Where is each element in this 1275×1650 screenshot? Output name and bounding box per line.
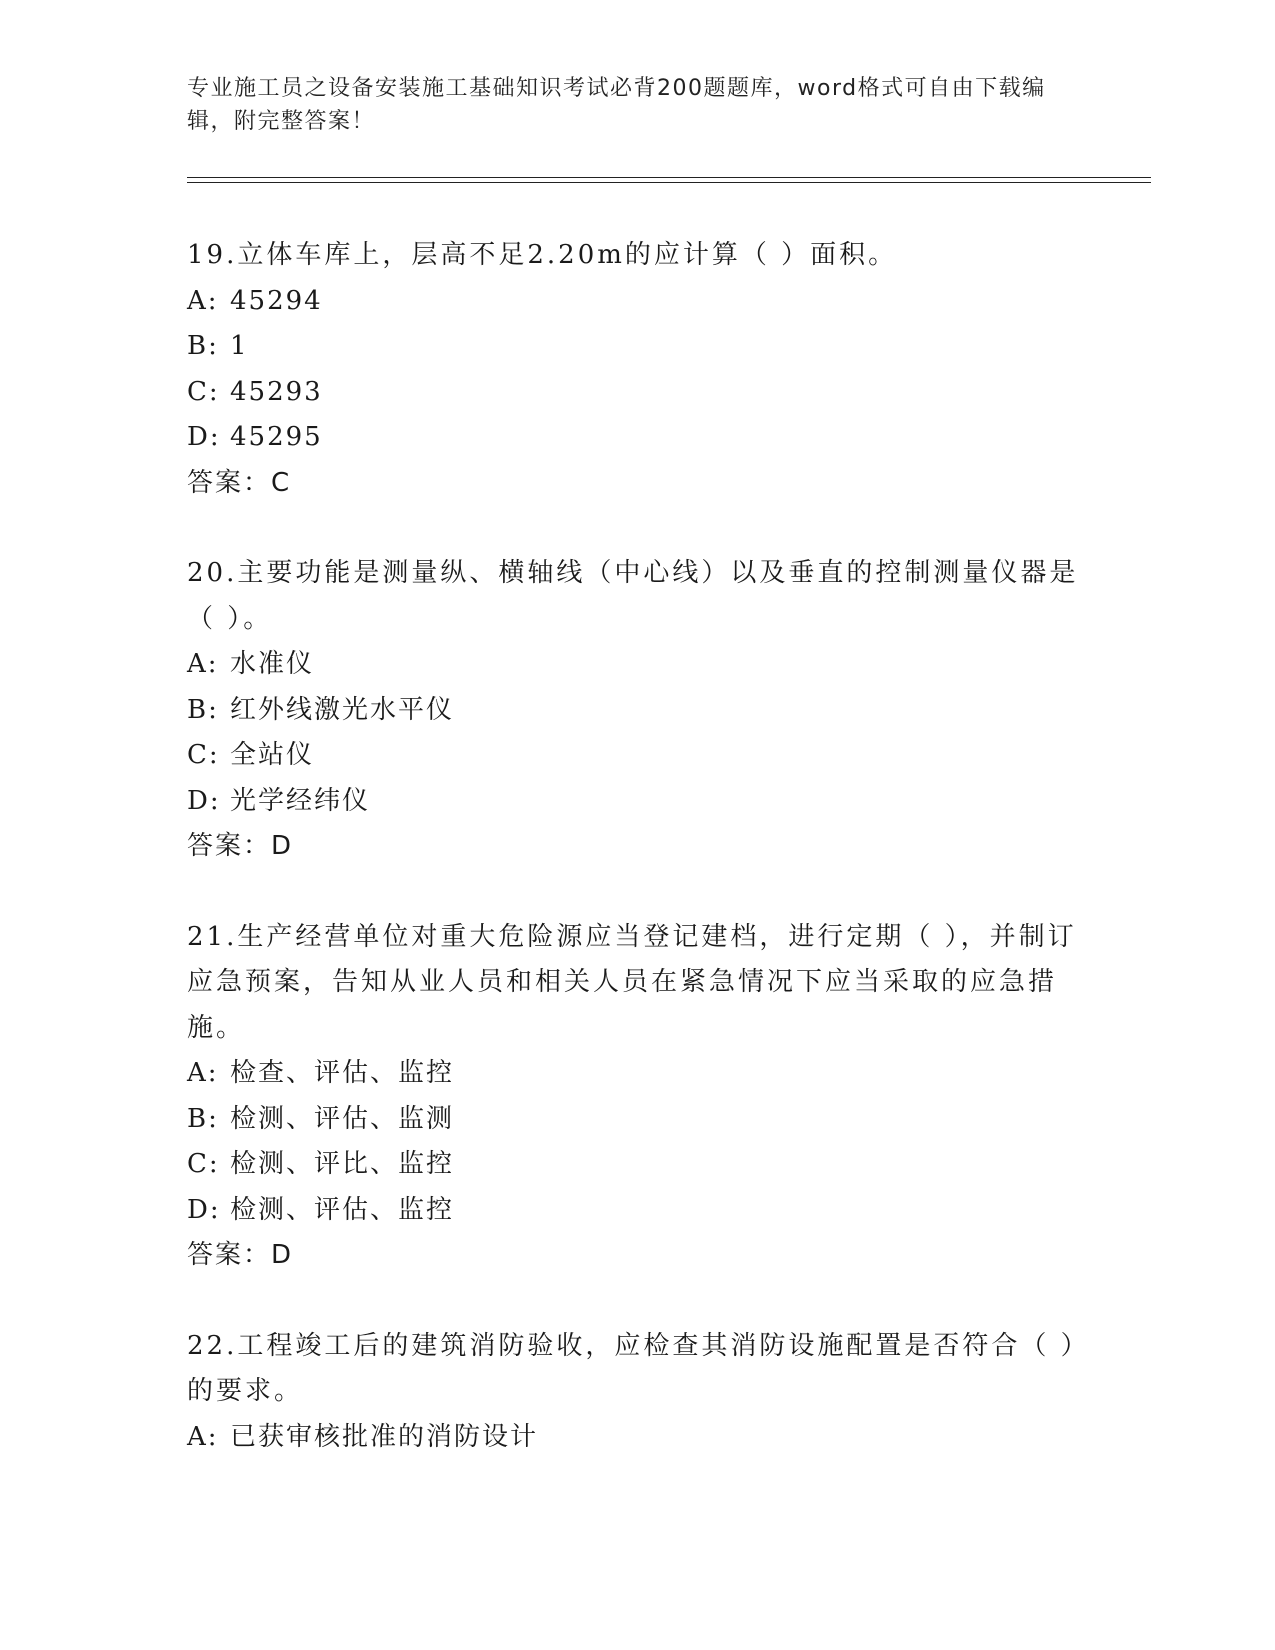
question-19 [187,233,1087,506]
option-text: 红外线激光水平仪 [230,694,455,725]
option-letter: D: [187,1194,221,1225]
option-text: 光学经纬仪 [230,785,371,816]
question-20 [187,551,1087,870]
header-rule-bottom [187,182,1151,183]
option-letter: A: [187,649,219,679]
option-d [187,415,1087,461]
option-b [187,324,1087,370]
answer-line: 答案：C [187,467,292,498]
option-text: 45294 [230,285,323,316]
option-a [187,279,1087,325]
option-c [187,733,1087,779]
option-letter: B: [187,694,219,725]
question-text: 21.生产经营单位对重大危险源应当登记建档，进行定期（ ），并制订应急预案，告知从业人员和相关人员在紧急情况下应当采取的应急措施。 [187,921,1077,1043]
option-letter: D: [187,785,221,816]
answer-line: 答案：D [187,831,294,861]
option-letter: C: [187,1149,220,1179]
question-text: 20.主要功能是测量纵、横轴线（中心线）以及垂直的控制测量仪器是（ ）。 [187,558,1079,634]
option-letter: A: [187,1058,219,1088]
document-header: 专业施工员之设备安装施工基础知识考试必背200题题库，word格式可自由下载编辑，附完整答案！ [187,76,1046,134]
option-letter: D: [187,422,221,452]
option-c [187,370,1087,416]
option-text: 检测、评比、监控 [230,1149,455,1179]
question-22 [187,1324,1087,1461]
option-letter: B: [187,1103,219,1134]
option-text: 1 [230,331,249,361]
option-letter: C: [187,740,220,770]
option-letter: A: [187,1421,219,1452]
option-letter: B: [187,331,219,361]
question-text: 19.立体车库上，层高不足2.20m的应计算（ ）面积。 [187,240,898,270]
option-letter: C: [187,376,220,407]
answer-line: 答案：D [187,1240,294,1270]
header-rule-top [187,177,1151,178]
option-b [187,688,1087,734]
option-a [187,1051,1087,1097]
option-text: 45293 [230,376,323,407]
question-list [187,233,1087,1505]
option-text: 检测、评估、监测 [230,1103,455,1134]
question-21 [187,915,1087,1279]
option-text: 检查、评估、监控 [230,1058,455,1088]
option-text: 检测、评估、监控 [230,1194,455,1225]
option-b [187,1097,1087,1143]
question-text: 22.工程竣工后的建筑消防验收，应检查其消防设施配置是否符合（ ）的要求。 [187,1330,1077,1406]
option-a [187,642,1087,688]
option-d [187,1188,1087,1234]
option-letter: A: [187,285,219,316]
option-text: 45295 [230,422,323,452]
option-text: 全站仪 [230,740,315,770]
option-a [187,1415,1087,1461]
option-text: 水准仪 [230,649,315,679]
option-d [187,779,1087,825]
option-c [187,1142,1087,1188]
option-text: 已获审核批准的消防设计 [230,1421,539,1452]
